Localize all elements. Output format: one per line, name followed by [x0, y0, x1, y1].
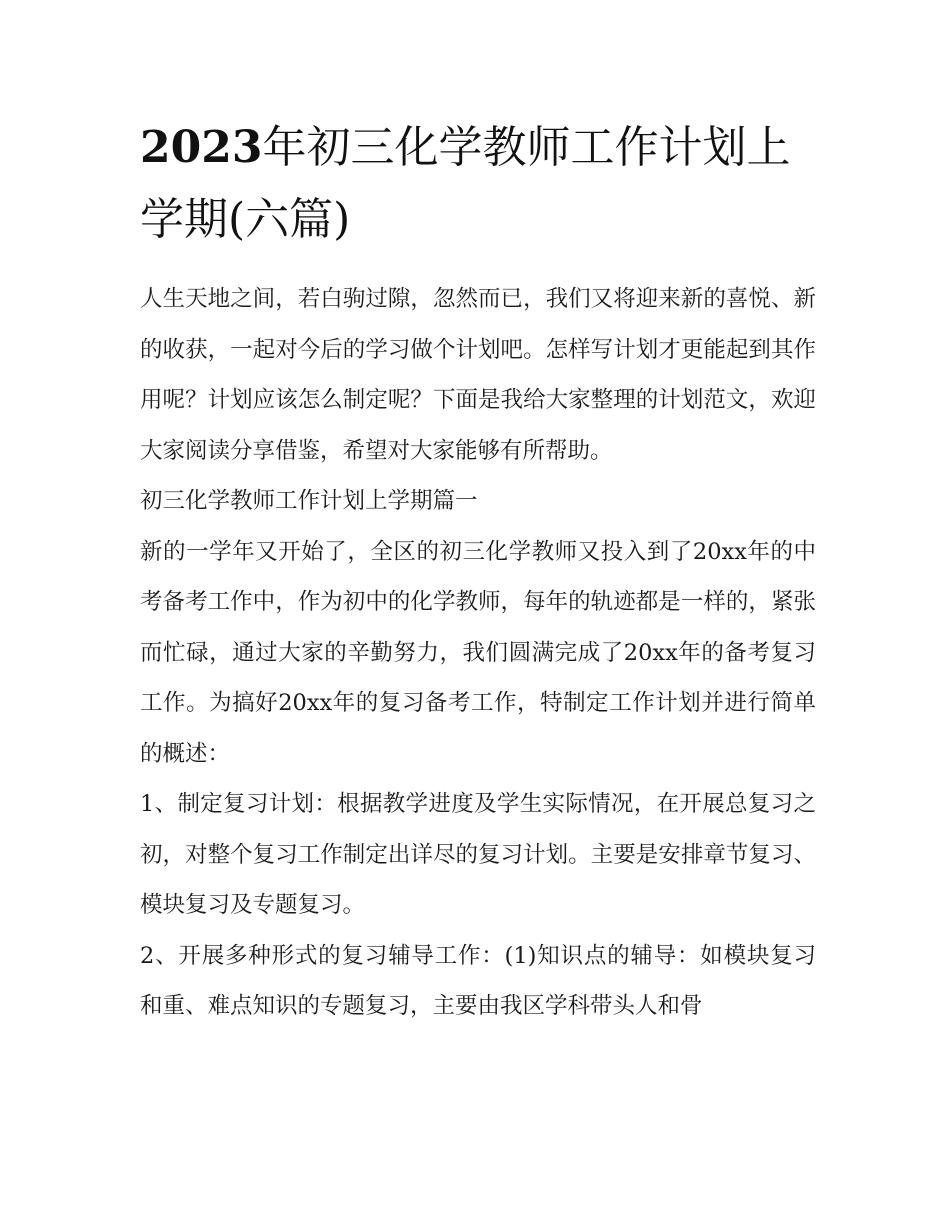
body-paragraph: 2、开展多种形式的复习辅导工作：(1)知识点的辅导：如模块复习和重、难点知识的专题复习，主要由我区学科带头人和骨 [140, 942, 816, 1019]
body-paragraph: 新的一学年又开始了，全区的初三化学教师又投入到了20xx年的中考备考工作中，作为初中的化学教师，每年的轨迹都是一样的，紧张而忙碌，通过大家的辛勤努力，我们圆满完成了20xx年的备考复习工作。为搞好20xx年的复习备考工作，特制定工作计划并进行简单的概述： [140, 538, 816, 767]
section-heading: 初三化学教师工作计划上学期篇一 [140, 488, 478, 514]
title-text: 年初三化学教师工作计划上学期(六篇) [140, 122, 791, 245]
document-body [140, 274, 816, 1032]
body-paragraph: 1、制定复习计划：根据教学进度及学生实际情况，在开展总复习之初，对整个复习工作制定出详尽的复习计划。主要是安排章节复习、模块复习及专题复习。 [140, 791, 816, 918]
intro-paragraph: 人生天地之间，若白驹过隙，忽然而已，我们又将迎来新的喜悦、新的收获，一起对今后的学习做个计划吧。怎样写计划才更能起到其作用呢？计划应该怎么制定呢？下面是我给大家整理的计划范文，欢迎大家阅读分享借鉴，希望对大家能够有所帮助。 [140, 286, 816, 464]
document-title [140, 112, 816, 256]
document-page [140, 112, 816, 1032]
title-year: 2023 [140, 122, 263, 173]
